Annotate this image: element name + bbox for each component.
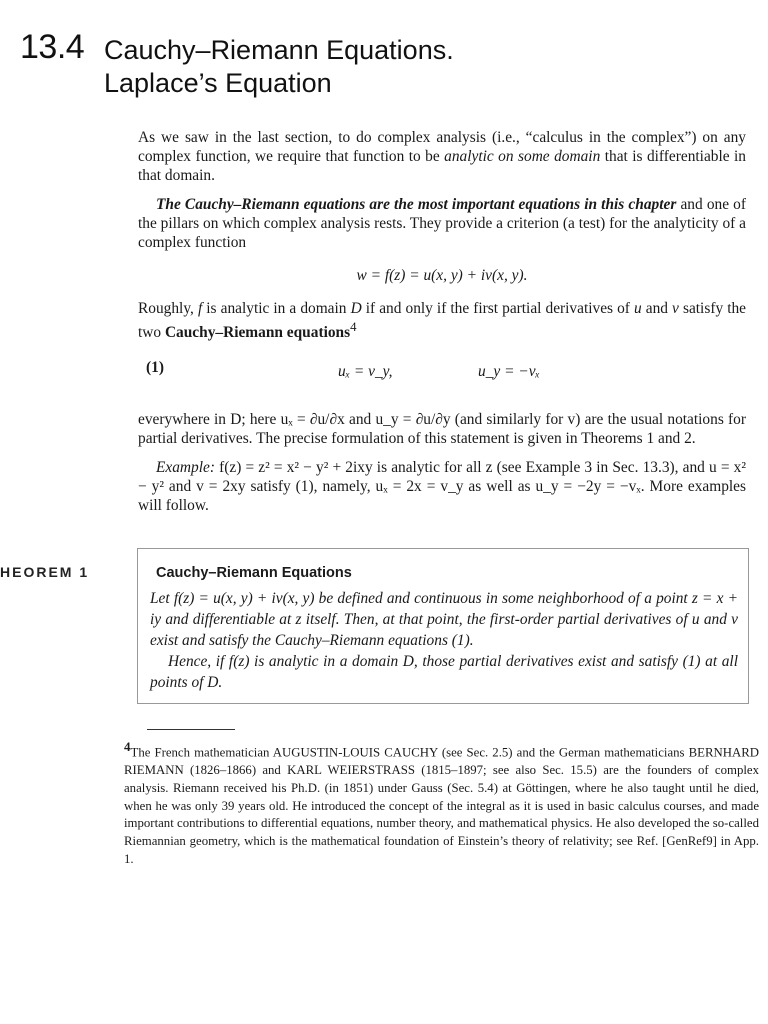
equation-1 [138, 358, 746, 398]
p3-a: Roughly, [138, 300, 198, 317]
equation-number: (1) [146, 359, 164, 377]
example-paragraph [138, 458, 746, 515]
section-number: 13.4 [20, 28, 85, 66]
p3-D: D [350, 300, 362, 317]
equation-right: u_y = −vₓ [478, 363, 540, 381]
body-text [138, 128, 746, 525]
intro-p2-text: and one of the pillars on which complex analysis rests. They provide a criterion (a test) for the analyticity of a complex function [138, 196, 746, 251]
footnote-mark: 4 [124, 739, 131, 754]
theorem-text-1: Let f(z) = u(x, y) + iv(x, y) be defined and continuous in some neighborhood of a point z = x + iy and differentiable at z itself. Then, at that point, the first-order partial derivatives of u and v exist and satisfy the Cauchy–Riemann equations (1). [150, 590, 738, 649]
section-title [104, 34, 454, 100]
theorem-tag: HEOREM 1 [0, 564, 90, 580]
footnote [124, 738, 759, 869]
footnote-ref: 4 [350, 320, 357, 334]
section-title-line-1: Cauchy–Riemann Equations. [104, 35, 454, 65]
p3-v: v [672, 300, 679, 317]
intro-p1-text-b: that is differentiable in that domain. [138, 148, 746, 184]
intro-p1-emphasis: analytic on some domain [444, 148, 601, 165]
p3-u: u [633, 300, 642, 317]
section-title-line-2: Laplace’s Equation [104, 68, 332, 98]
theorem-text-2: Hence, if f(z) is analytic in a domain D, those partial derivatives exist and satisfy (1) at all points of D. [150, 653, 738, 691]
cr-equations-term: Cauchy–Riemann equations [164, 324, 351, 342]
example-text: f(z) = z² = x² − y² + 2ixy is analytic for all z (see Example 3 in Sec. 13.3), and u = x² − y² and v = 2xy satisfy (1), namely, uₓ = 2x = v_y as well as u_y = −2y = −vₓ. More examples will follow. [138, 459, 746, 515]
intro-p1-text-a: As we saw in the last section, to do complex analysis (i.e., “calculus in the complex”) on any complex function, we require that function to be [138, 129, 746, 165]
equation-left: uₓ = v_y, [338, 363, 393, 381]
p3-e: satisfy the two [138, 300, 747, 342]
intro-paragraph-3 [138, 299, 746, 342]
intro-p2-bold: The Cauchy–Riemann equations are the most important equations in this chapter [156, 196, 677, 213]
p3-d: and [641, 300, 673, 317]
intro-paragraph-2 [138, 195, 746, 252]
footnote-text: The French mathematician AUGUSTIN-LOUIS CAUCHY (see Sec. 2.5) and the German mathematicians BERNHARD RIEMANN (1826–1866) and KARL WEIERSTRASS (1815–1897; see also Sec. 15.5) are the founders of complex analysis. Riemann received his Ph.D. (in 1851) under Gauss (Sec. 5.4) at Göttingen, where he also taught until he died, when he was only 39 years old. He introduced the concept of the integral as it is used in basic calculus courses, and made important contributions to differential equations, number theory, and mathematical physics. He also developed the so-called Riemannian geometry, which is the mathematical foundation of Einstein’s theory of relativity; see Ref. [GenRef9] in App. 1. [124, 745, 759, 867]
intro-paragraph-1 [138, 128, 746, 185]
p3-f: f [197, 300, 203, 317]
theorem-statement [150, 588, 738, 693]
footnote-rule [147, 729, 235, 730]
display-equation: w = f(z) = u(x, y) + iv(x, y). [356, 267, 528, 284]
p3-b: is analytic in a domain [202, 300, 351, 317]
p3-c: if and only if the first partial derivatives of [361, 300, 634, 317]
example-label: Example: [156, 459, 215, 477]
theorem-title: Cauchy–Riemann Equations [156, 565, 352, 581]
after-equation-paragraph: everywhere in D; here uₓ = ∂u/∂x and u_y = ∂u/∂y (and similarly for v) are the usual notations for partial derivatives. The precise formulation of this statement is given in Theorems 1 and 2. [138, 411, 746, 448]
